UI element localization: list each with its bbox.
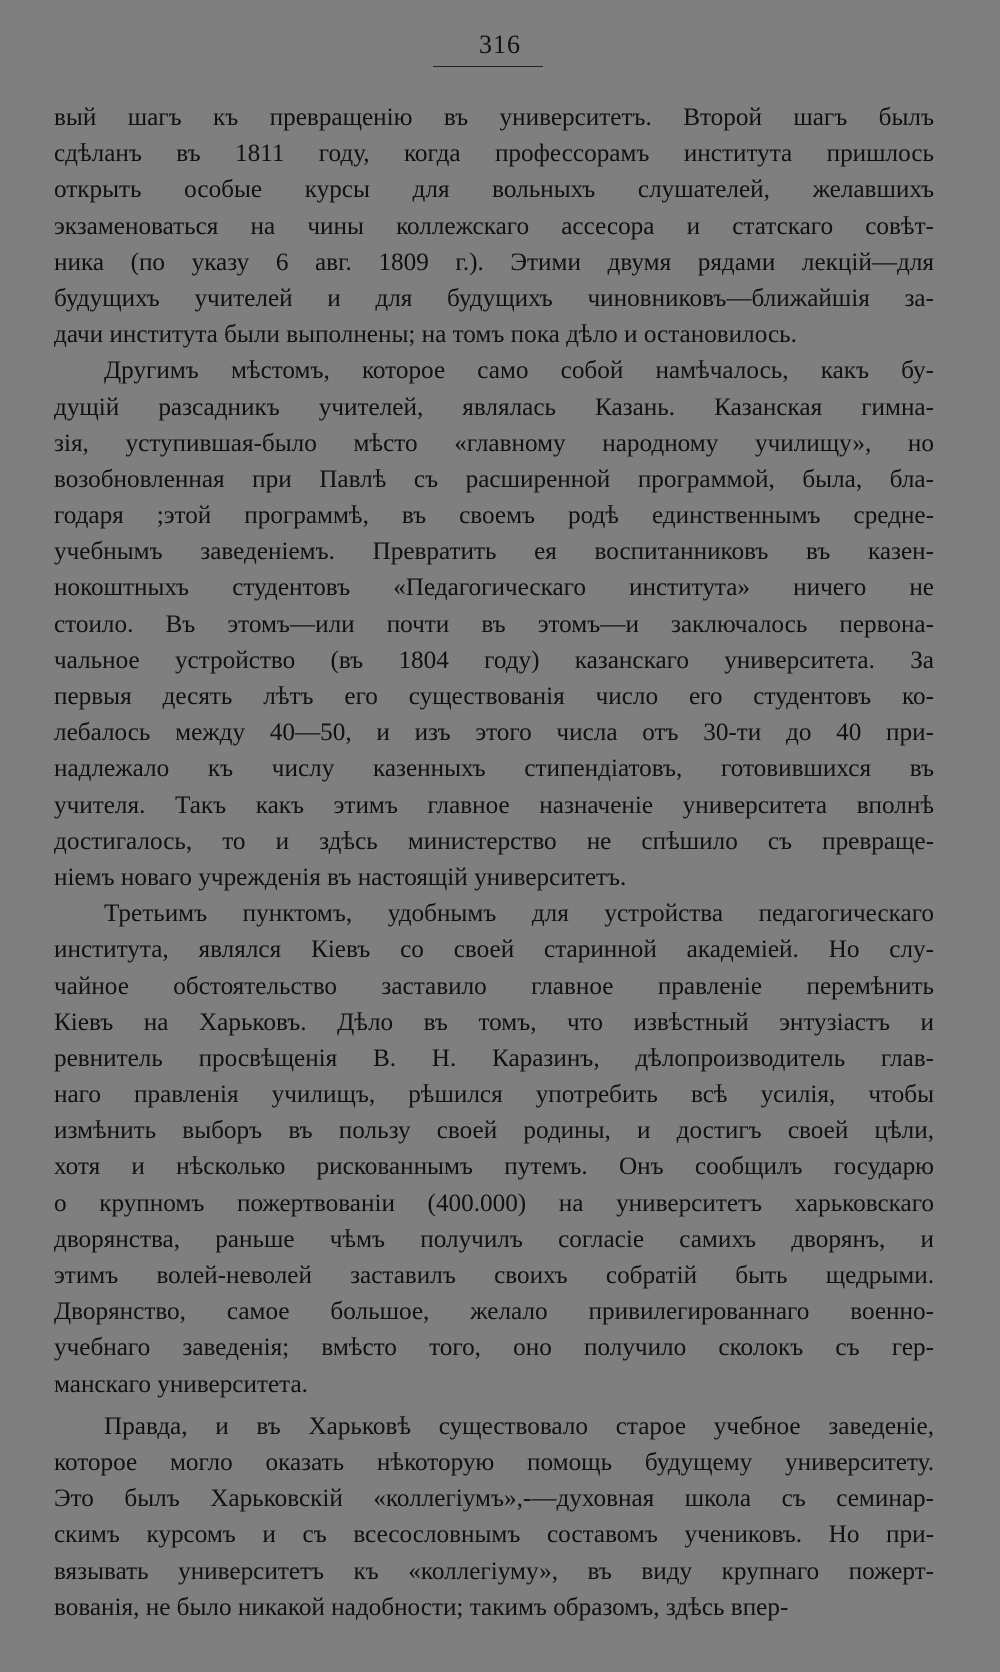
text-line: института, являлся Кіевъ со своей старинной академіей. Но слу- bbox=[54, 936, 934, 964]
text-line: достигалось, то и здѣсь министерство не спѣшило съ превраще- bbox=[54, 827, 934, 855]
text-line: учебнаго заведенія; вмѣсто того, оно получило сколокъ съ гер- bbox=[54, 1334, 934, 1362]
paragraph bbox=[54, 100, 934, 353]
text-line: учебнымъ заведеніемъ. Превратить ея воспитанниковъ въ казен- bbox=[54, 538, 934, 566]
text-line: Дворянство, самое большое, желало привилегированнаго военно- bbox=[54, 1298, 934, 1326]
text-line: Третьимъ пунктомъ, удобнымъ для устройства педагогическаго bbox=[104, 900, 934, 928]
text-line: лебалось между 40—50, и изъ этого числа отъ 30-ти до 40 при- bbox=[54, 719, 934, 747]
text-line: будущихъ учителей и для будущихъ чиновниковъ—ближайшія за- bbox=[54, 284, 934, 312]
text-line: возобновленная при Павлѣ съ расширенной программой, была, бла- bbox=[54, 465, 934, 493]
text-line: скимъ курсомъ и съ всесословнымъ составомъ учениковъ. Но при- bbox=[54, 1521, 934, 1549]
text-line: Это былъ Харьковскій «коллегіумъ»,-—духовная школа съ семинар- bbox=[54, 1485, 934, 1513]
text-line: учителя. Такъ какъ этимъ главное назначеніе университета вполнѣ bbox=[54, 791, 934, 819]
text-line: зія, уступившая-было мѣсто «главному народному училищу», но bbox=[54, 429, 934, 457]
text-line: ревнитель просвѣщенія В. Н. Каразинъ, дѣлопроизводитель глав- bbox=[54, 1044, 934, 1072]
text-line: которое могло оказать нѣкоторую помощь будущему университету. bbox=[54, 1448, 934, 1476]
text-line: нокоштныхъ студентовъ «Педагогическаго института» ничего не bbox=[54, 574, 934, 602]
text-line: этимъ волей-неволей заставилъ своихъ собратій быть щедрыми. bbox=[54, 1262, 934, 1289]
text-line: открыть особые курсы для вольныхъ слушателей, желавшихъ bbox=[54, 176, 934, 204]
text-line: вязывать университетъ къ «коллегіуму», въ виду крупнаго пожерт- bbox=[54, 1557, 934, 1585]
text-line: ніемъ новаго учрежденія въ настоящій университетъ. bbox=[54, 863, 627, 891]
text-line: измѣнить выборъ въ пользу своей родины, и достигъ своей цѣли, bbox=[54, 1117, 934, 1145]
text-line: надлежало къ числу казенныхъ стипендіатовъ, готовившихся въ bbox=[54, 755, 934, 783]
paragraph bbox=[54, 353, 934, 896]
text-line: вый шагъ къ превращенію въ университетъ. Второй шагъ былъ bbox=[54, 104, 934, 131]
text-line: дачи института были выполнены; на томъ пока дѣло и остановилось. bbox=[54, 321, 797, 349]
text-line: наго правленія училищъ, рѣшился употребить всѣ усилія, чтобы bbox=[54, 1081, 934, 1109]
paragraph bbox=[54, 1409, 934, 1626]
text-line: дворянства, раньше чѣмъ получилъ согласіе самихъ дворянъ, и bbox=[54, 1225, 934, 1253]
text-line: о крупномъ пожертвованіи (400.000) на университетъ харьковскаго bbox=[54, 1189, 934, 1217]
paragraph bbox=[54, 896, 934, 1403]
text-line: Другимъ мѣстомъ, которое само собой намѣчалось, какъ бу- bbox=[104, 357, 934, 385]
body-text bbox=[54, 100, 934, 1626]
text-line: дущій разсадникъ учителей, являлась Казань. Казанская гимна- bbox=[54, 393, 934, 421]
text-line: хотя и нѣсколько рискованнымъ путемъ. Онъ сообщилъ государю bbox=[54, 1153, 934, 1181]
text-line: ника (по указу 6 авг. 1809 г.). Этими двумя рядами лекцій—для bbox=[54, 248, 934, 276]
text-line: стоило. Въ этомъ—или почти въ этомъ—и заключалось первона- bbox=[54, 610, 934, 638]
text-line: чальное устройство (въ 1804 году) казанскаго университета. За bbox=[54, 646, 934, 674]
text-line: Кіевъ на Харьковъ. Дѣло въ томъ, что извѣстный энтузіастъ и bbox=[54, 1008, 934, 1036]
text-line: Правда, и въ Харьковѣ существовало старое учебное заведеніе, bbox=[104, 1412, 934, 1440]
text-line: манскаго университета. bbox=[54, 1370, 308, 1398]
page-number: 316 bbox=[479, 30, 521, 59]
text-line: годаря ;этой программѣ, въ своемъ родѣ единственнымъ средне- bbox=[54, 502, 934, 530]
text-line: вованія, не было никакой надобности; такимъ образомъ, здѣсь впер- bbox=[54, 1593, 789, 1621]
text-line: экзаменоваться на чины коллежскаго ассесора и статскаго совѣт- bbox=[54, 212, 934, 240]
text-line: чайное обстоятельство заставило главное правленіе перемѣнить bbox=[54, 972, 934, 1000]
text-line: первыя десять лѣтъ его существованія число его студентовъ ко- bbox=[54, 683, 934, 710]
header-rule bbox=[433, 66, 543, 67]
text-line: сдѣланъ въ 1811 году, когда профессорамъ института пришлось bbox=[54, 140, 934, 168]
